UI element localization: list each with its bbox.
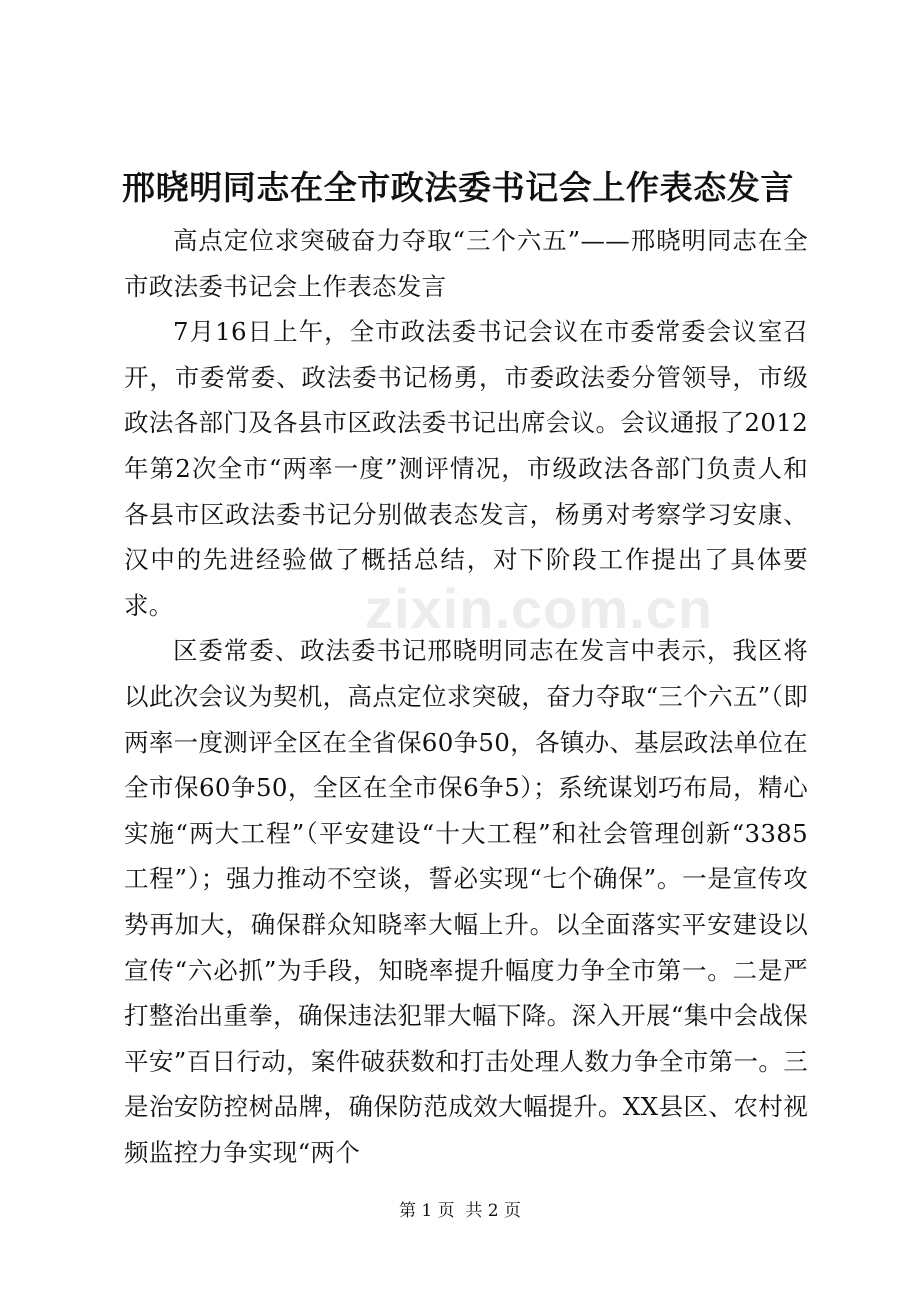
- watermark-text: zixin.com.cn: [365, 577, 714, 640]
- subtitle-paragraph: 高点定位求突破奋力夺取“三个六五”——邢晓明同志在全市政法委书记会上作表态发言: [124, 226, 808, 301]
- document-body: [124, 218, 808, 1175]
- document-title: 邢晓明同志在全市政法委书记会上作表态发言: [122, 168, 794, 207]
- meeting-paragraph: 7月16日上午，全市政法委书记会议在市委常委会议室召开，市委常委、政法委书记杨勇，市委政法委分管领导，市级政法各部门及各县市区政法委书记出席会议。会议通报了2012年第2次全市“两率一度”测评情况，市级政法各部门负责人和各县市区政法委书记分别做表态发言，杨勇对考察学习安康、汉中的先进经验做了概括总结，对下阶段工作提出了具体要求。: [124, 317, 808, 620]
- speech-paragraph: 区委常委、政法委书记邢晓明同志在发言中表示，我区将以此次会议为契机，高点定位求突破，奋力夺取“三个六五”（即两率一度测评全区在全省保60争50，各镇办、基层政法单位在全市保60争50，全区在全市保6争5）；系统谋划巧布局，精心实施“两大工程”（平安建设“十大工程”和社会管理创新“3385工程”）；强力推动不空谈，誓必实现“七个确保”。一是宣传攻势再加大，确保群众知晓率大幅上升。以全面落实平安建设以宣传“六必抓”为手段，知晓率提升幅度力争全市第一。二是严打整治出重拳，确保违法犯罪大幅下降。深入开展“集中会战保平安”百日行动，案件破获数和打击处理人数力争全市第一。三是治安防控树品牌，确保防范成效大幅提升。XX县区、农村视频监控力争实现“两个: [124, 636, 808, 1167]
- page-footer: 第 1 页 共 2 页: [398, 1201, 522, 1221]
